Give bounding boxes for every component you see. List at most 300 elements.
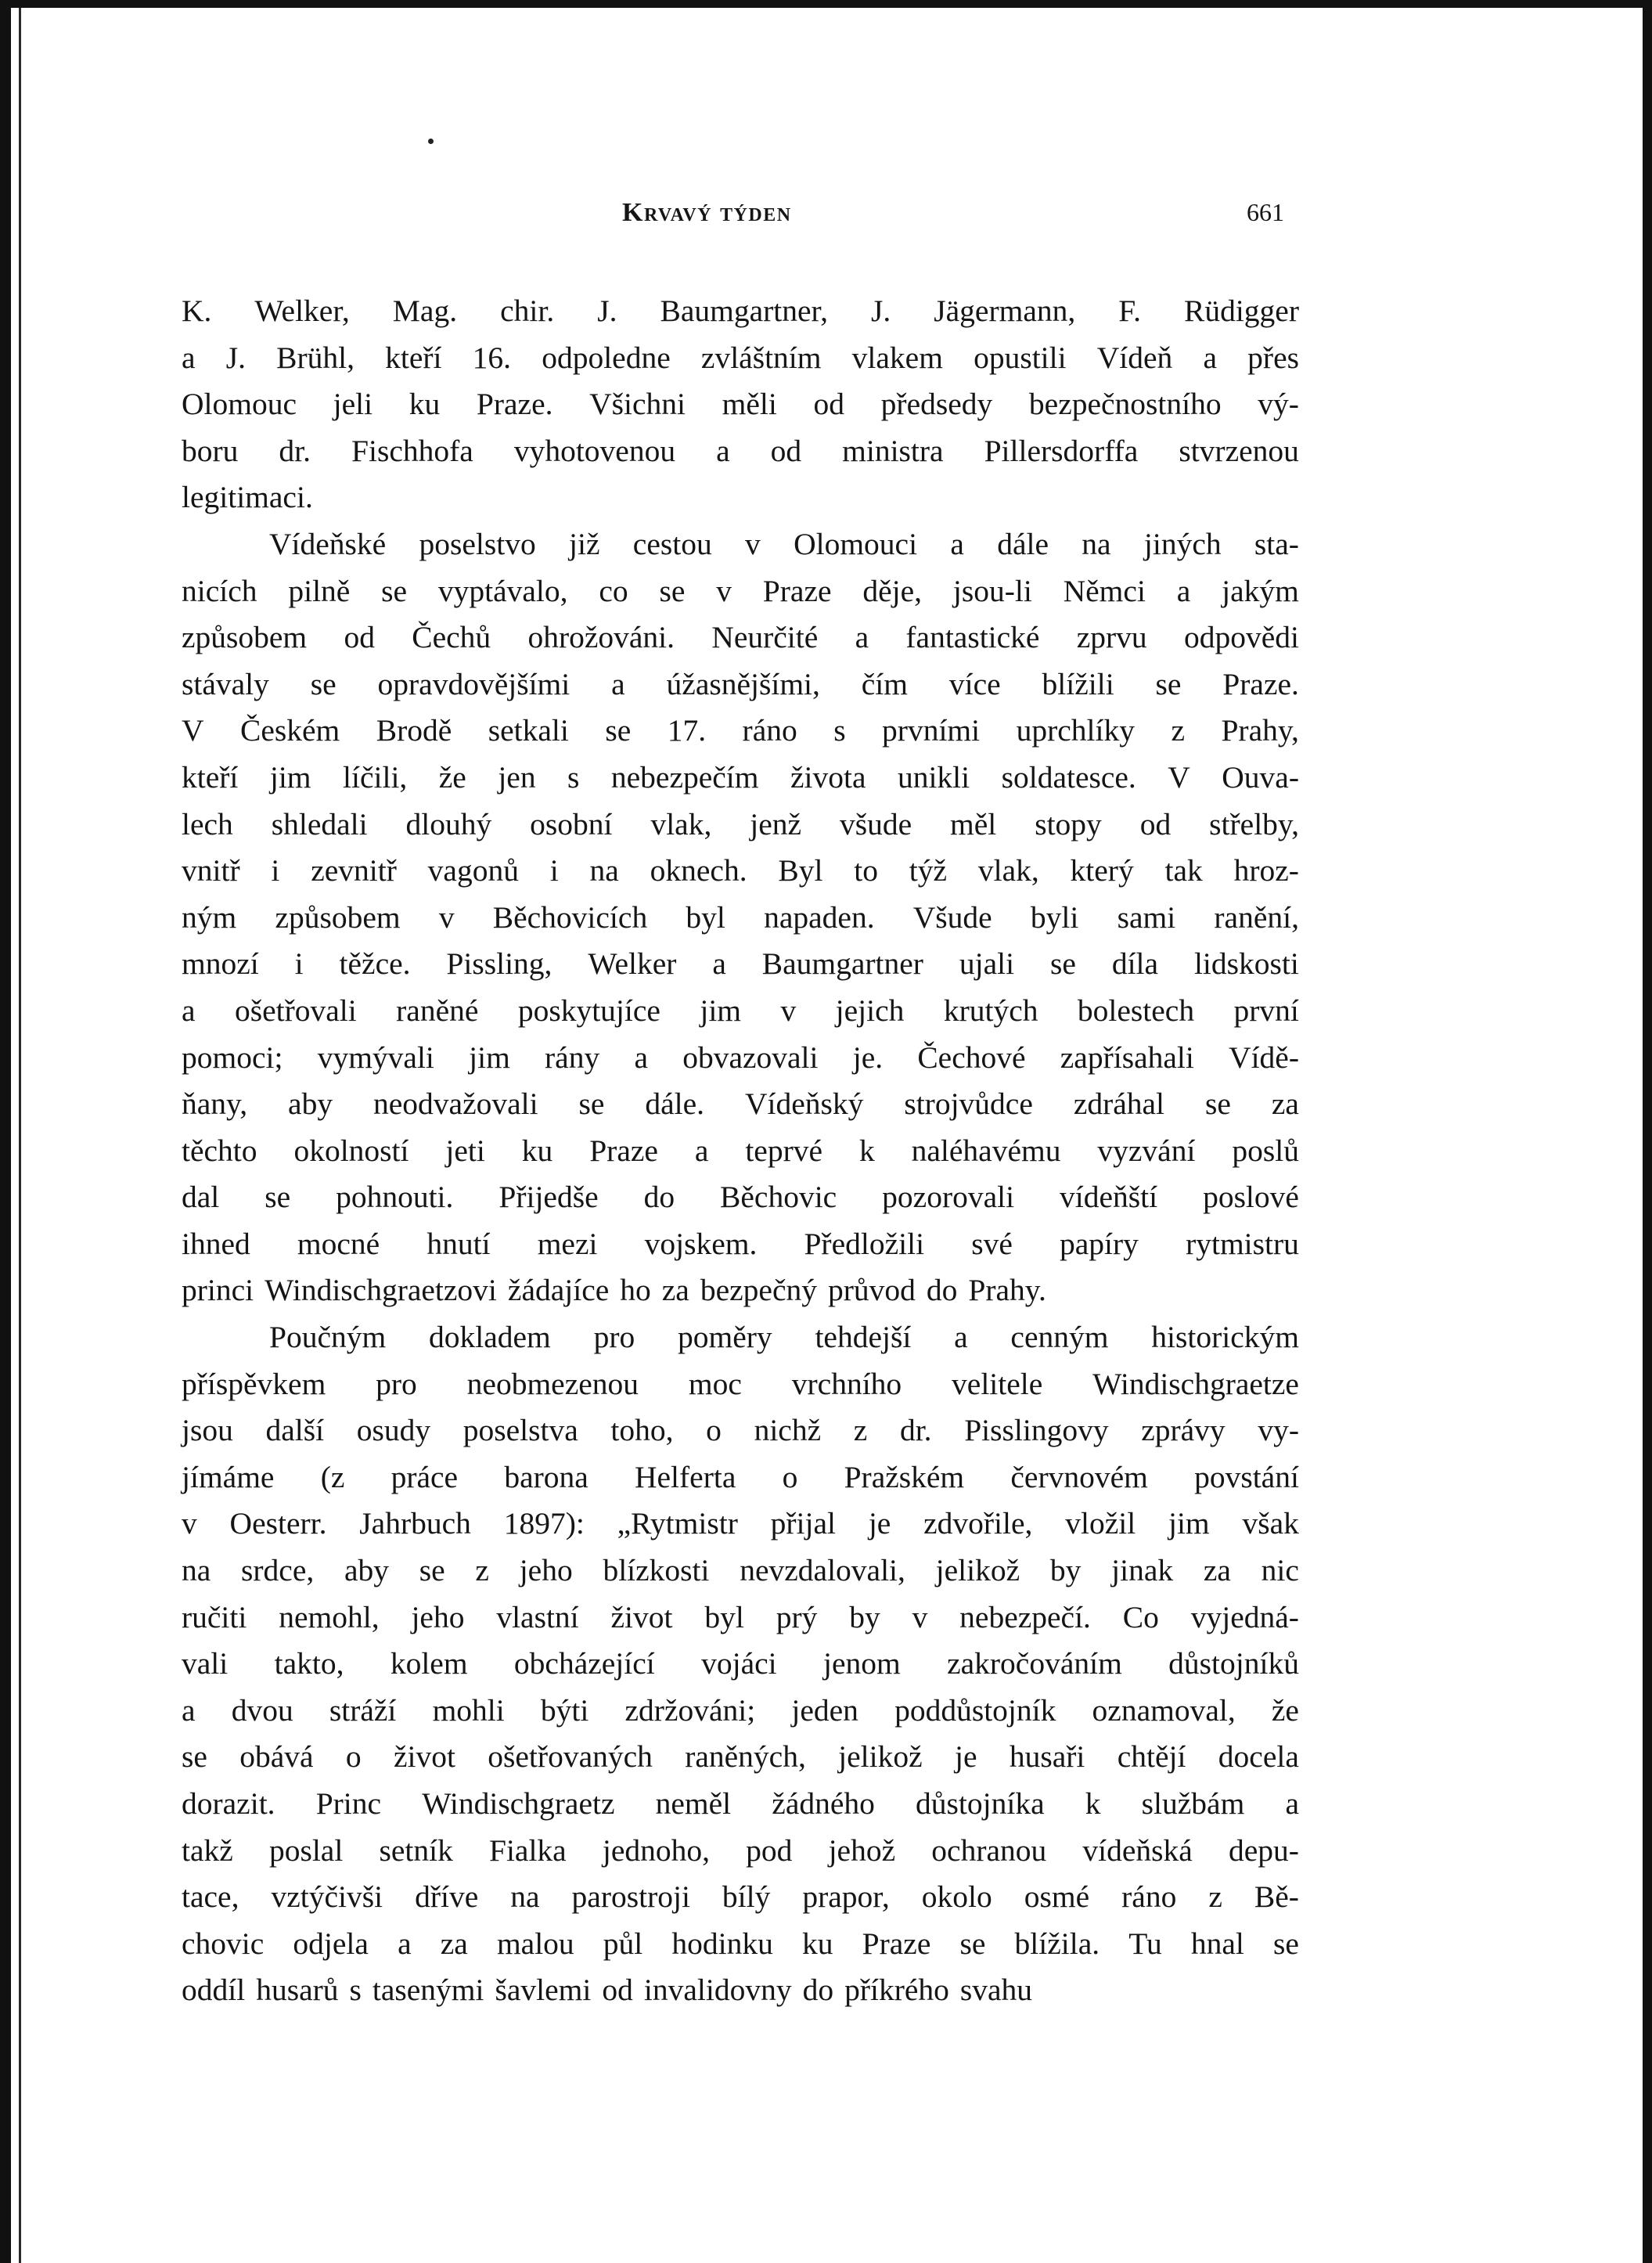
- word: cenným: [1010, 1320, 1109, 1355]
- word: by: [849, 1599, 880, 1634]
- text-line: [182, 474, 1299, 521]
- word: díla: [1111, 946, 1159, 982]
- word: okolností: [293, 1133, 409, 1168]
- word: vložil: [1065, 1506, 1136, 1541]
- word: ráno: [1121, 1879, 1177, 1915]
- word: 16.: [472, 340, 512, 375]
- word: Praze: [589, 1133, 658, 1168]
- word: stávaly: [182, 666, 269, 701]
- word: neobmezenou: [466, 1366, 639, 1401]
- word: vagonů: [427, 853, 519, 888]
- word: v: [716, 573, 732, 608]
- word: prý: [776, 1599, 818, 1634]
- word: jim: [469, 1040, 510, 1075]
- word: nemohl,: [279, 1599, 380, 1634]
- word: Poučným: [269, 1320, 387, 1355]
- word: Vídeň: [1096, 340, 1173, 375]
- scan-border-right: [1643, 0, 1652, 2263]
- word: Vídě-: [1229, 1040, 1299, 1075]
- word: mezi: [537, 1226, 598, 1261]
- word: dorazit.: [182, 1786, 275, 1821]
- word: mocné: [297, 1226, 380, 1261]
- word: na: [1082, 526, 1111, 561]
- word: měli: [722, 387, 777, 422]
- word: prvními: [882, 713, 981, 748]
- text-line: [182, 1035, 1299, 1082]
- word: vymývali: [317, 1040, 434, 1075]
- word: vrchního: [791, 1366, 902, 1401]
- word: Všichni: [589, 387, 686, 422]
- word: to: [854, 853, 878, 888]
- word: ho: [620, 1273, 651, 1308]
- word: soldatesce.: [1001, 759, 1136, 795]
- word: jednoho,: [602, 1832, 711, 1868]
- word: Neurčité: [711, 620, 819, 655]
- word: službám: [1141, 1786, 1245, 1821]
- word: blízkosti: [603, 1553, 710, 1588]
- text-line: [182, 1874, 1299, 1921]
- word: a: [855, 620, 869, 655]
- word: ráno: [742, 713, 797, 748]
- word: vlak,: [650, 806, 712, 841]
- word: jehož: [828, 1832, 896, 1868]
- word: vali: [182, 1646, 229, 1681]
- word: Olomouci: [794, 526, 918, 561]
- word: stvrzenou: [1179, 433, 1299, 468]
- word: se: [182, 1739, 207, 1775]
- word: a: [182, 993, 196, 1028]
- word: lidskosti: [1193, 946, 1299, 982]
- word: vnitř: [182, 853, 240, 888]
- word: Českém: [240, 713, 340, 748]
- word: z: [1208, 1879, 1222, 1915]
- word: ministra: [842, 433, 944, 468]
- word: napaden.: [764, 899, 875, 935]
- text-line: [182, 1501, 1299, 1548]
- word: povstání: [1194, 1459, 1299, 1494]
- word: husaři: [1009, 1739, 1085, 1775]
- word: dále: [997, 526, 1049, 561]
- word: zakročováním: [947, 1646, 1122, 1681]
- word: že: [438, 759, 466, 795]
- word: Praze: [862, 1926, 931, 1961]
- word: průvod: [827, 1273, 916, 1308]
- word: se: [1204, 1086, 1231, 1122]
- word: stráží: [329, 1692, 397, 1728]
- text-line: [182, 1781, 1299, 1828]
- text-line: [182, 1221, 1299, 1268]
- word: by: [1049, 1553, 1082, 1588]
- word: Windischgraetz: [422, 1786, 615, 1821]
- text-line: [182, 661, 1299, 708]
- word: fantastické: [905, 620, 1040, 655]
- word: 17.: [667, 713, 707, 748]
- text-line: [182, 1314, 1299, 1361]
- word: krutých: [943, 993, 1038, 1028]
- word: vlastní: [496, 1599, 579, 1634]
- word: obává: [239, 1739, 314, 1775]
- word: hodinku: [671, 1926, 773, 1961]
- word: příkrého: [844, 1973, 949, 2008]
- word: rány: [545, 1040, 600, 1075]
- word: více: [948, 666, 1001, 701]
- word: obvazovali: [682, 1040, 819, 1075]
- word: a: [694, 1133, 709, 1168]
- word: z: [853, 1413, 868, 1448]
- word: (z: [320, 1459, 345, 1494]
- word: tak: [1164, 853, 1203, 888]
- word: se: [605, 713, 632, 748]
- text-line: [182, 895, 1299, 942]
- word: mohli: [432, 1692, 505, 1728]
- word: ranění,: [1214, 899, 1299, 935]
- word: Čechové: [917, 1040, 1026, 1075]
- word: ohrožováni.: [527, 620, 675, 655]
- word: předsedy: [880, 387, 993, 422]
- word: poslové: [1203, 1180, 1299, 1215]
- word: od: [602, 1973, 633, 2008]
- text-line: [182, 802, 1299, 849]
- text-line: [182, 755, 1299, 802]
- word: mnozí: [182, 946, 259, 982]
- word: Byl: [778, 853, 823, 888]
- word: život: [610, 1599, 673, 1634]
- word: jim: [269, 759, 311, 795]
- word: z: [1171, 713, 1185, 748]
- word: opravdovějšími: [377, 666, 570, 701]
- word: raněné: [396, 993, 479, 1028]
- word: poměry: [678, 1320, 772, 1355]
- word: z: [475, 1553, 489, 1588]
- word: Helferta: [635, 1459, 736, 1494]
- word: blížili: [1042, 666, 1114, 701]
- word: bezpečnostního: [1028, 387, 1222, 422]
- word: Pillersdorffa: [984, 433, 1139, 468]
- word: důstojníka: [916, 1786, 1045, 1821]
- word: přes: [1247, 340, 1299, 375]
- word: za: [661, 1273, 689, 1308]
- word: žádajíce: [507, 1273, 610, 1308]
- word: takto,: [274, 1646, 344, 1681]
- word: jeden: [791, 1692, 858, 1728]
- word: Pissling,: [446, 946, 552, 982]
- word: opustili: [974, 340, 1067, 375]
- word: barona: [504, 1459, 588, 1494]
- word: a: [1203, 340, 1218, 375]
- word: bílý: [722, 1879, 771, 1915]
- word: do: [926, 1273, 958, 1308]
- text-line: [182, 1407, 1299, 1454]
- text-line: [182, 1361, 1299, 1408]
- word: Bě-: [1254, 1879, 1299, 1915]
- word: J.: [597, 294, 617, 328]
- word: ku: [409, 387, 441, 422]
- word: Princ: [315, 1786, 382, 1821]
- word: Jägermann,: [934, 294, 1076, 328]
- word: V: [1168, 759, 1190, 795]
- word: Rüdigger: [1183, 294, 1299, 328]
- word: stopy: [1035, 806, 1102, 841]
- word: Baumgartner,: [660, 294, 828, 328]
- word: tasenými: [372, 1973, 484, 2008]
- word: J.: [225, 340, 246, 375]
- word: jelikož: [838, 1739, 923, 1775]
- word: ručiti: [182, 1599, 247, 1634]
- word: Prahy.: [968, 1273, 1046, 1308]
- word: Pražském: [844, 1459, 965, 1494]
- text-line: [182, 941, 1299, 988]
- word: první: [1233, 993, 1299, 1028]
- word: husarů: [256, 1973, 339, 2008]
- text-line: [182, 1081, 1299, 1128]
- word: jeho: [411, 1599, 465, 1634]
- word: K.: [182, 294, 212, 328]
- word: bezpečný: [700, 1273, 817, 1308]
- word: a: [1176, 573, 1191, 608]
- word: pomoci;: [182, 1040, 283, 1075]
- word: Vídeňské: [269, 526, 387, 561]
- word: týž: [909, 853, 948, 888]
- word: ošetřovaných: [488, 1739, 653, 1775]
- word: zdráhal: [1073, 1086, 1165, 1122]
- word: ochranou: [931, 1832, 1047, 1868]
- word: Windischgraetzovi: [265, 1273, 497, 1308]
- word: dokladem: [429, 1320, 551, 1355]
- word: nebezpečí.: [959, 1599, 1091, 1634]
- word: parostroji: [571, 1879, 690, 1915]
- word: a: [611, 666, 625, 701]
- word: vídeňští: [1060, 1180, 1158, 1215]
- text-line: [182, 568, 1299, 615]
- word: nebezpečím: [610, 759, 759, 795]
- word: na: [510, 1879, 540, 1915]
- word: se: [1050, 946, 1076, 982]
- word: jeti: [445, 1133, 485, 1168]
- word: k: [1085, 1786, 1101, 1821]
- word: unikli: [897, 759, 970, 795]
- word: Čechů: [412, 620, 491, 655]
- word: jakým: [1222, 573, 1299, 608]
- word: hnutí: [426, 1226, 491, 1261]
- word: 1897):: [503, 1506, 585, 1541]
- word: prapor,: [802, 1879, 890, 1915]
- word: co: [599, 573, 628, 608]
- word: Ouva-: [1222, 759, 1299, 795]
- word: s: [833, 713, 846, 748]
- word: poskytujíce: [517, 993, 660, 1028]
- word: se: [310, 666, 337, 701]
- word: do: [802, 1973, 834, 2008]
- word: vojskem.: [644, 1226, 758, 1261]
- word: strojvůdce: [904, 1086, 1033, 1122]
- paragraph: [182, 521, 1299, 1314]
- text-line: [182, 1174, 1299, 1221]
- word: neměl: [655, 1786, 732, 1821]
- word: pozorovali: [882, 1180, 1015, 1215]
- word: však: [1242, 1506, 1299, 1541]
- word: rytmistru: [1186, 1226, 1299, 1261]
- word: pod: [746, 1832, 793, 1868]
- text-line: [182, 381, 1299, 428]
- word: vý-: [1258, 387, 1299, 422]
- running-title: Krvavý týden: [622, 198, 792, 227]
- word: jeli: [333, 387, 373, 422]
- word: býti: [540, 1692, 589, 1728]
- word: oddíl: [182, 1973, 246, 2008]
- text-line: [182, 335, 1299, 382]
- word: a: [634, 1040, 648, 1075]
- text-line: [182, 288, 1299, 335]
- word: toho,: [610, 1413, 674, 1448]
- word: Mag.: [392, 294, 458, 328]
- word: se: [381, 573, 408, 608]
- word: malou: [496, 1926, 574, 1961]
- word: jinak: [1111, 1553, 1174, 1588]
- word: vyzvání: [1097, 1133, 1196, 1168]
- word: život: [393, 1739, 455, 1775]
- word: vyptávalo,: [437, 573, 568, 608]
- word: chtějí: [1117, 1739, 1186, 1775]
- word: historickým: [1151, 1320, 1299, 1355]
- word: srdce,: [241, 1553, 315, 1588]
- word: již: [569, 526, 600, 561]
- word: osobní: [530, 806, 613, 841]
- word: kolem: [390, 1646, 468, 1681]
- word: cestou: [632, 526, 712, 561]
- word: papíry: [1060, 1226, 1139, 1261]
- word: přijal: [770, 1506, 837, 1541]
- word: pilně: [288, 573, 351, 608]
- word: v: [780, 993, 797, 1028]
- text-line: [182, 1128, 1299, 1175]
- word: a: [950, 526, 964, 561]
- word: na: [182, 1553, 211, 1588]
- word: důstojníků: [1168, 1646, 1299, 1681]
- word: V: [182, 713, 204, 748]
- word: dr.: [899, 1413, 932, 1448]
- word: střelby,: [1209, 806, 1299, 841]
- word: vyjedná-: [1190, 1599, 1299, 1634]
- word: zapřísahali: [1060, 1040, 1194, 1075]
- text-line: [182, 1267, 1299, 1314]
- word: od: [344, 620, 375, 655]
- word: hnal: [1190, 1926, 1244, 1961]
- word: dr.: [279, 433, 311, 468]
- word: Všude: [912, 899, 992, 935]
- word: invalidovny: [643, 1973, 792, 2008]
- word: do: [643, 1180, 675, 1215]
- word: zprvu: [1076, 620, 1147, 655]
- word: svahu: [959, 1973, 1033, 2008]
- paragraph: [182, 1314, 1299, 2014]
- word: se: [578, 1086, 605, 1122]
- text-line: [182, 1921, 1299, 1968]
- word: příspěvkem: [182, 1366, 326, 1401]
- word: sta-: [1254, 526, 1299, 561]
- word: Baumgartner: [761, 946, 923, 982]
- word: ihned: [182, 1226, 250, 1261]
- word: Fischhofa: [351, 433, 473, 468]
- word: hroz-: [1233, 853, 1299, 888]
- word: těžce.: [339, 946, 411, 982]
- scan-border-top: [0, 0, 1652, 8]
- word: je: [868, 1506, 891, 1541]
- word: na: [589, 853, 619, 888]
- word: jen: [498, 759, 536, 795]
- body-text: [182, 288, 1299, 2014]
- word: neodvažovali: [373, 1086, 538, 1122]
- word: ným: [182, 899, 237, 935]
- paragraph: [182, 288, 1299, 521]
- text-line: [182, 1688, 1299, 1735]
- word: se: [1155, 666, 1182, 701]
- word: vy-: [1258, 1413, 1299, 1448]
- word: v: [438, 899, 455, 935]
- word: odpoledne: [542, 340, 671, 375]
- word: osudy: [356, 1413, 431, 1448]
- word: těchto: [182, 1133, 257, 1168]
- word: ošetřovali: [234, 993, 357, 1028]
- word: k: [858, 1133, 875, 1168]
- word: v: [912, 1599, 928, 1634]
- word: zdržováni;: [624, 1692, 756, 1728]
- word: Windischgraetze: [1092, 1366, 1299, 1401]
- word: je.: [852, 1040, 884, 1075]
- word: Welker,: [254, 294, 350, 328]
- text-line: [182, 1828, 1299, 1875]
- word: Praze.: [476, 387, 553, 422]
- text-line: [182, 848, 1299, 895]
- word: blížila.: [1014, 1926, 1100, 1961]
- word: kteří: [182, 759, 239, 795]
- word: za: [1271, 1086, 1299, 1122]
- word: dal: [182, 1180, 220, 1215]
- word: způsobem: [182, 620, 308, 655]
- ink-speck: [428, 139, 434, 144]
- word: princi: [182, 1273, 254, 1308]
- word: práce: [391, 1459, 459, 1494]
- word: „Rytmistr: [617, 1506, 738, 1541]
- word: všude: [839, 806, 912, 841]
- word: aby: [288, 1086, 333, 1122]
- word: i: [294, 946, 304, 982]
- word: nichž: [754, 1413, 822, 1448]
- word: se: [1273, 1926, 1299, 1961]
- word: pohnouti.: [336, 1180, 454, 1215]
- text-line: [182, 1734, 1299, 1781]
- word: nevzdalovali,: [740, 1553, 905, 1588]
- word: dříve: [415, 1879, 479, 1915]
- word: odjela: [293, 1926, 369, 1961]
- word: chovic: [182, 1926, 265, 1961]
- word: moc: [688, 1366, 742, 1401]
- word: poslů: [1232, 1133, 1299, 1168]
- word: obcházející: [513, 1646, 655, 1681]
- word: se: [659, 573, 686, 608]
- word: i: [549, 853, 559, 888]
- word: Tu: [1128, 1926, 1162, 1961]
- word: kteří: [385, 340, 442, 375]
- word: nicích: [182, 573, 257, 608]
- word: setkali: [488, 713, 569, 748]
- word: Brühl,: [276, 340, 355, 375]
- word: jsou: [182, 1413, 233, 1448]
- word: jenž: [750, 806, 802, 841]
- word: a: [716, 433, 730, 468]
- word: další: [265, 1413, 325, 1448]
- word: Běchovic: [720, 1180, 837, 1215]
- word: Prahy,: [1221, 713, 1299, 748]
